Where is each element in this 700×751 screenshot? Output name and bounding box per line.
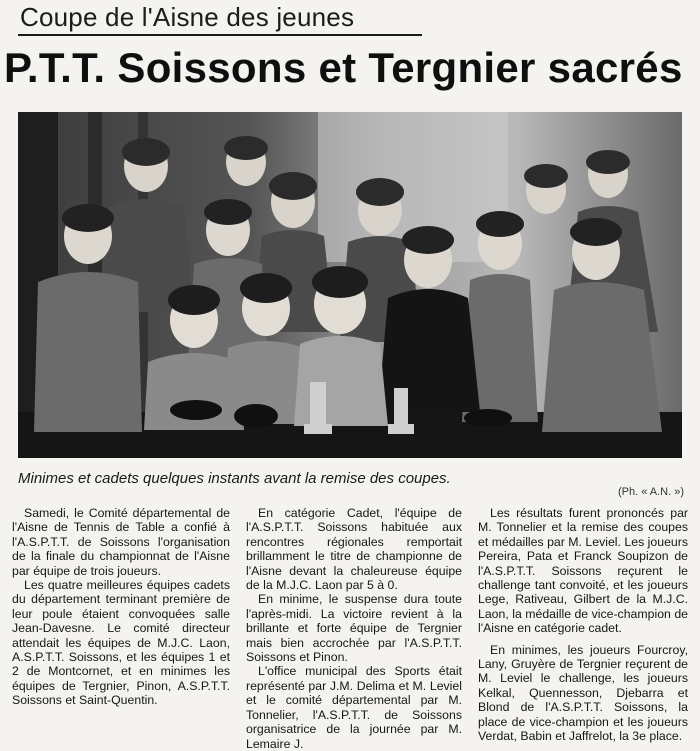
team-photo	[18, 112, 682, 458]
article-paragraph: Les résultats furent prononcés par M. Tonnelier et la remise des coupes et médailles par M. Leviel. Les joueurs Pereira, Pata et Franck Soupizon de l'A.S.P.T.T. Soissons reçurent le challenge tant convoité, et les joueurs Lege, Rativeau, Gilbert de la M.J.C. Laon, la médaille de vice-champion de l'Aisne en catégorie cadet.	[478, 506, 688, 636]
article-paragraph: Samedi, le Comité départemental de l'Aisne de Tennis de Table a confié à l'A.S.P.T.T. de Soissons l'organisation de la finale du championnat de l'Aisne par équipe de trois joueurs.	[12, 506, 230, 578]
article-column-3	[478, 506, 688, 744]
photo-illustration	[18, 112, 682, 458]
section-kicker: Coupe de l'Aisne des jeunes	[20, 2, 355, 32]
article-paragraph: En minime, le suspense dura toute l'après-midi. La victoire revient à la brillante et forte équipe de Tergnier mais bien accrochée par l'A.S.P.T.T. Soissons et Pinon.	[246, 592, 462, 665]
photo-caption: Minimes et cadets quelques instants avant la remise des coupes.	[18, 470, 451, 487]
article-paragraph: Les quatre meilleures équipes cadets du département terminant première de leur poule étaient convoquées salle Jean-Davesne. Le comité directeur attendait les équipes de M.J.C. Laon, A.S.P.T.T. Soissons, et les équipes 1 et 2 de Montcornet, et en minimes les équipes de Tergnier, Pinon, A.S.P.T.T. Soissons et Saint-Quentin.	[12, 578, 230, 708]
article-paragraph: En minimes, les joueurs Fourcroy, Lany, Gruyère de Tergnier reçurent de M. Leviel le challenge, les joueurs Kelkal, Quennesson, Djebarra et Blond de l'A.S.P.T.T. Soissons, la place de vice-champion et les joueurs Verdat, Babin et Jaffrelot, la 3e place.	[478, 642, 688, 744]
kicker-underline	[18, 34, 422, 36]
article-column-1	[12, 506, 230, 708]
article-paragraph: En catégorie Cadet, l'équipe de l'A.S.P.T.T. Soissons habituée aux rencontres régionales remportait brillamment le titre de championne de l'Aisne devant la chaleureuse équipe de la M.J.C. Laon par 5 à 0.	[246, 506, 462, 593]
article-paragraph: L'office municipal des Sports était représenté par J.M. Delima et M. Leviel et le comité départemental par M. Tonnelier, l'A.S.P.T.T. de Soissons organisatrice de la journée par M. Lemaire J.	[246, 664, 462, 751]
photo-credit: (Ph. « A.N. »)	[617, 486, 684, 498]
paragraph-gap	[478, 636, 688, 643]
article-column-2	[246, 506, 462, 751]
headline: P.T.T. Soissons et Tergnier sacrés	[4, 44, 683, 91]
